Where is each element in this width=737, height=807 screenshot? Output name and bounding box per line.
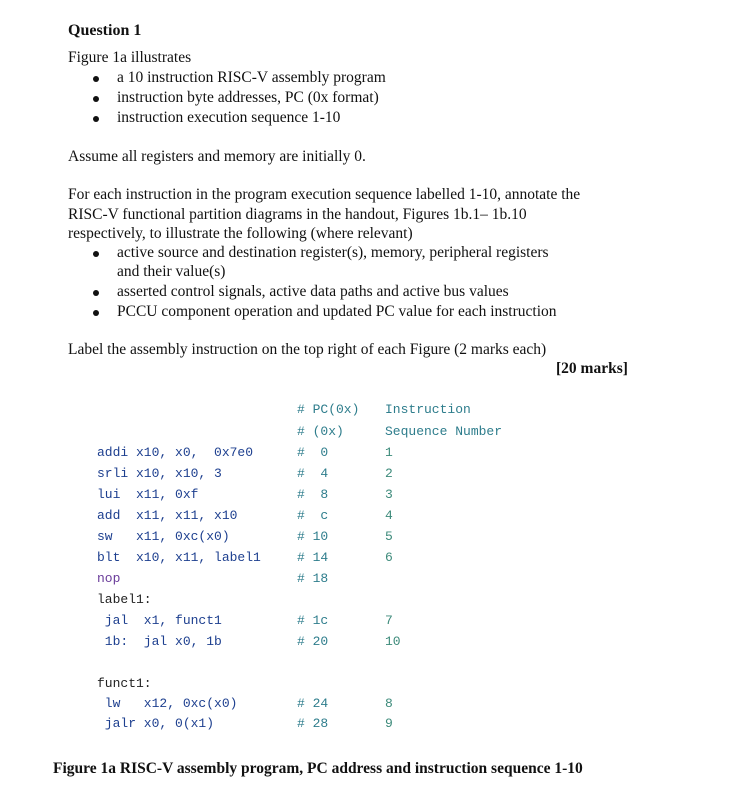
code-instruction: sw x11, 0xc(x0)	[97, 529, 230, 544]
bullet-item: PCCU component operation and updated PC value for each instruction	[117, 303, 557, 320]
bullet-dot	[93, 251, 99, 257]
bullet-item: instruction execution sequence 1-10	[117, 109, 341, 126]
code-seq: 8	[385, 696, 393, 711]
marks-label: [20 marks]	[556, 360, 628, 377]
code-pc: # 20	[297, 634, 329, 649]
code-seq: 1	[385, 445, 393, 460]
bullet-item: active source and destination register(s), memory, peripheral registers	[117, 244, 549, 261]
code-seq: 7	[385, 613, 393, 628]
code-instruction: blt x10, x11, label1	[97, 550, 261, 565]
code-pc: # 10	[297, 529, 329, 544]
code-seq: 6	[385, 550, 393, 565]
bullet-dot	[93, 310, 99, 316]
code-instruction: lw x12, 0xc(x0)	[97, 696, 238, 711]
code-seq: 2	[385, 466, 393, 481]
bullet-dot	[93, 116, 99, 122]
code-instruction: add x11, x11, x10	[97, 508, 238, 523]
code-pc: # 0	[297, 445, 329, 460]
bullet-dot	[93, 290, 99, 296]
bullet-dot	[93, 76, 99, 82]
assume-text: Assume all registers and memory are initially 0.	[68, 148, 366, 165]
code-label: label1:	[97, 592, 152, 607]
code-pc: # 28	[297, 716, 329, 731]
pc-header: # PC(0x)	[297, 402, 360, 417]
bullet-item: asserted control signals, active data paths and active bus values	[117, 283, 509, 300]
code-label: funct1:	[97, 676, 152, 691]
code-seq: 10	[385, 634, 401, 649]
code-instruction: srli x10, x10, 3	[97, 466, 222, 481]
code-pc: # 18	[297, 571, 329, 586]
paragraph-line: RISC-V functional partition diagrams in the handout, Figures 1b.1– 1b.10	[68, 206, 527, 223]
code-pc: # 8	[297, 487, 329, 502]
code-pc: # c	[297, 508, 329, 523]
seq-header: Instruction	[385, 402, 471, 417]
code-pc: # 24	[297, 696, 329, 711]
seq-header-sub: Sequence Number	[385, 424, 503, 439]
code-seq: 5	[385, 529, 393, 544]
code-pc: # 1c	[297, 613, 329, 628]
code-seq: 3	[385, 487, 393, 502]
code-pc: # 4	[297, 466, 329, 481]
code-instruction: nop	[97, 571, 121, 586]
code-instruction: addi x10, x0, 0x7e0	[97, 445, 254, 460]
intro-text: Figure 1a illustrates	[68, 49, 192, 66]
paragraph-line: respectively, to illustrate the following (where relevant)	[68, 225, 413, 242]
code-pc: # 14	[297, 550, 329, 565]
bullet-item: a 10 instruction RISC-V assembly program	[117, 69, 386, 86]
bullet-dot	[93, 96, 99, 102]
code-seq: 9	[385, 716, 393, 731]
pc-header-sub: # (0x)	[297, 424, 344, 439]
label-instruction-text: Label the assembly instruction on the top right of each Figure (2 marks each)	[68, 341, 547, 358]
code-instruction: lui x11, 0xf	[97, 487, 199, 502]
code-instruction: jal x1, funct1	[97, 613, 222, 628]
paragraph-line: For each instruction in the program execution sequence labelled 1-10, annotate the	[68, 186, 581, 203]
code-seq: 4	[385, 508, 393, 523]
code-instruction: jalr x0, 0(x1)	[97, 716, 215, 731]
code-instruction: 1b: jal x0, 1b	[97, 634, 222, 649]
bullet-item-continued: and their value(s)	[117, 263, 226, 280]
figure-caption: Figure 1a RISC-V assembly program, PC address and instruction sequence 1-10	[53, 760, 583, 777]
bullet-item: instruction byte addresses, PC (0x format)	[117, 89, 379, 106]
question-heading: Question 1	[68, 22, 142, 39]
